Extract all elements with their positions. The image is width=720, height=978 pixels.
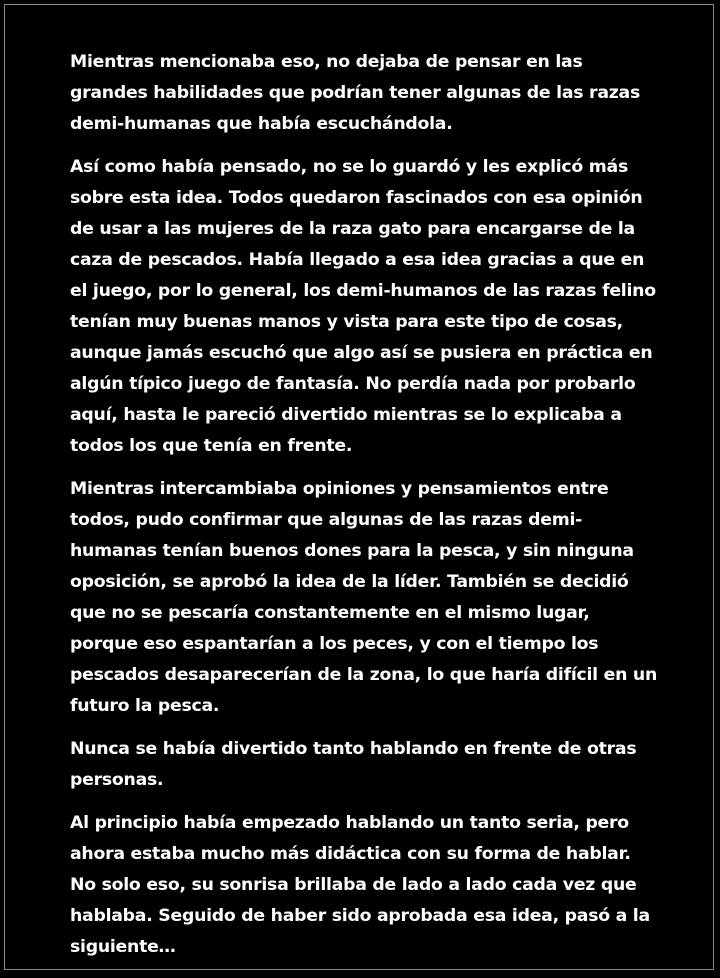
paragraph-1: Mientras mencionaba eso, no dejaba de pensar en las grandes habilidades que podrían tener algunas de las razas demi-humanas que había escuchándola. [70, 52, 640, 134]
paragraph-3: Mientras intercambiaba opiniones y pensamientos entre todos, pudo confirmar que algunas de las razas demi-humanas tenían buenos dones para la pesca, y sin ninguna oposición, se aprobó la idea de la líder. También se decidió que no se pescaría constantemente en el mismo lugar, porque eso espantarían a los peces, y con el tiempo los pescados desaparecerían de la zona, lo que haría difícil en un futuro la pesca. [70, 479, 658, 716]
paragraph-5: Al principio había empezado hablando un tanto seria, pero ahora estaba mucho más didáctica con su forma de hablar. No solo eso, su sonrisa brillaba de lado a lado cada vez que hablaba. Seguido de haber sido aprobada esa idea, pasó a la siguiente… [70, 813, 650, 957]
paragraph-2: Así como había pensado, no se lo guardó y les explicó más sobre esta idea. Todos quedaron fascinados con esa opinión de usar a las mujeres de la raza gato para encargarse de la caza de pescados. Había llegado a esa idea gracias a que en el juego, por lo general, los demi-humanos de las razas felino tenían muy buenas manos y vista para este tipo de cosas, aunque jamás escuchó que algo así se pusiera en práctica en algún típico juego de fantasía. No perdía nada por probarlo aquí, hasta le pareció divertido mientras se lo explicaba a todos los que tenía en frente. [70, 157, 656, 456]
story-text [70, 47, 660, 975]
paragraph-4: Nunca se había divertido tanto hablando en frente de otras personas. [70, 739, 637, 790]
